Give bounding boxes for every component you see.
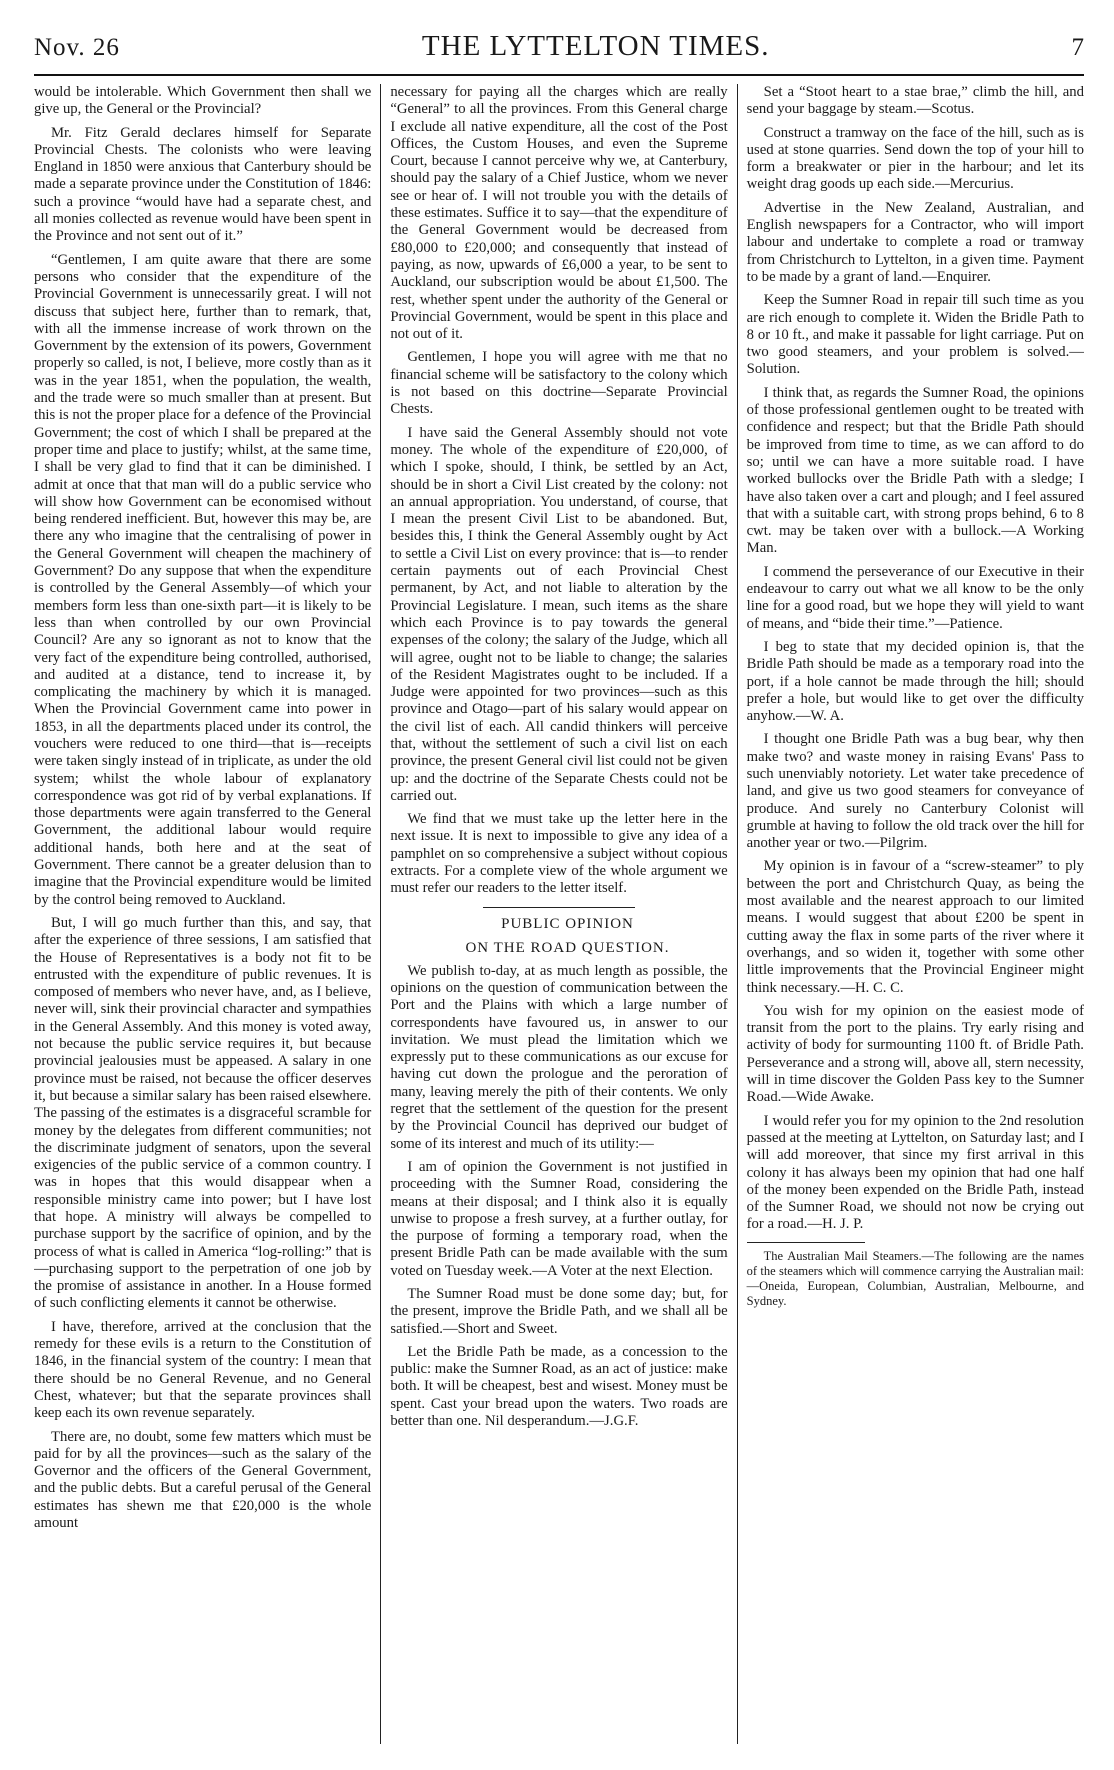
letter-paragraph: I am of opinion the Government is not justified in proceeding with the Sumner Road, considering the means at their disposal; and I think also it is equally unwise to propose a fresh survey, at a further outlay, for the purpose of forming a temporary road, when the present Bridle Path can be made available with the sum voted on Tuesday week.—A Voter at the next Election. xyxy=(390,1158,728,1279)
letter-paragraph: The Sumner Road must be done some day; but, for the present, improve the Bridle Path, and we shall all be satisfied.—Short and Sweet. xyxy=(390,1286,728,1337)
article-paragraph: “Gentlemen, I am quite aware that there are some persons who consider that the expenditure of the Provincial Government is unnecessarily great. I will not discuss that subject here, further than to remark, that, with all the immense increase of work thrown on the Government by the extension of its powers, Government properly so called, is not, I believe, more costly than as it was in the year 1851, when the population, the wealth, and the trade were so much smaller than at present. But this is not the proper place for a defence of the Provincial Government; the cost of which I shall be prepared at the proper time and place to justify; whilst, at the same time, I shall be very glad to find that it can be diminished. I admit at once that that man will do a public service who will show how Government can be economised without being rendered inefficient. But, however this may be, are there any who imagine that the centralising of power in the General Government will cheapen the machinery of Government? Do any suppose that when the expenditure is controlled by the General Assembly—of which your members form less than one-sixth part—it is likely to be less than when controlled by our own Provincial Council? Are any so ignorant as not to know that the very fact of the expenditure being controlled, authorised, and audited at a distance, tend to increase it, by complicating the machinery by which it is managed. When the Provincial Government came into power in 1853, in all the departments placed under its control, the vouchers were reduced to one third—that is—receipts were taken singly instead of in triplicate, as under the old system; whilst the whole labour of explanatory correspondence was got rid of by verbal explanations. If those departments were again transferred to the General Government, the additional labour would require additional hands, both here and at the seat of Government. There cannot be a greater delusion than to imagine that the Provincial expenditure would be limited by the control being removed to Auckland. xyxy=(34,251,372,908)
letter-paragraph: Keep the Sumner Road in repair till such time as you are rich enough to complete it. Widen the Bridle Path to 8 or 10 ft., and make it passable for light carriage. Put on two good steamers, and your problem is solved.—Solution. xyxy=(746,292,1084,378)
article-paragraph: Mr. Fitz Gerald declares himself for Separate Provincial Chests. The colonists who were leaving England in 1850 were anxious that Canterbury should be made a separate province under the Constitution of 1846: such a province “would have had a separate chest, and all monies collected as revenue would have been spent in the Province and not sent out of it.” xyxy=(34,124,372,245)
letter-paragraph: I think that, as regards the Sumner Road, the opinions of those professional gentlemen ought to be treated with confidence and respect; but that the Bridle Path should be improved from time to time, as we can afford to do so; until we can have a more suitable road. I have worked bullocks over the Bridle Path with a sledge; I have also taken over a cart and plough; and I feel assured that with a suitable cart, with strong props behind, 6 to 8 cwt. may be taken over with a bullock.—A Working Man. xyxy=(746,384,1084,557)
article-paragraph: would be intolerable. Which Government then shall we give up, the General or the Provincial? xyxy=(34,84,372,118)
page-number: 7 xyxy=(1071,34,1084,61)
letter-paragraph: I beg to state that my decided opinion is, that the Bridle Path should be made as a temporary road into the port, if a hole cannot be made through the hill; should prefer a hole, but would like to get over the difficulty anyhow.—W. A. xyxy=(746,638,1084,725)
section-intro: We publish to-day, at as much length as possible, the opinions on the question of communication between the Port and the Plains with which a large number of correspondents have favoured us, in answer to our invitation. We must plead the limitation which we expressly put to these communications as our excuse for having cut down the prologue and the peroration of many, leaving merely the pith of their contents. We only regret that the settlement of the question for the present by the Provincial Council has deprived our budget of some of its interest and much of its utility:— xyxy=(390,962,728,1152)
section-heading-line1: PUBLIC OPINION xyxy=(501,915,634,932)
letter-paragraph: Let the Bridle Path be made, as a concession to the public: make the Sumner Road, as an act of justice: make both. It will be cheapest, best and wisest. Money must be spent. Cast your bread upon the waters. Two roads are better than one. Nil desperandum.—J.G.F. xyxy=(390,1343,728,1430)
letter-paragraph: Set a “Stoot heart to a stae brae,” climb the hill, and send your baggage by steam.—Scotus. xyxy=(746,84,1084,118)
letter-paragraph: Advertise in the New Zealand, Australian, and English newspapers for a Contractor, who will import labour and undertake to complete a road or tramway from Christchurch to Lyttelton, in a given time. Payment to be made by a grant of land.—Enquirer. xyxy=(746,199,1084,285)
section-heading-line2: ON THE ROAD QUESTION. xyxy=(465,939,670,956)
letter-paragraph: Construct a tramway on the face of the hill, such as is used at stone quarries. Send down the top of your hill to form a breakwater or pier in the harbour; and let its weight drag goods up each side.—Mercurius. xyxy=(746,124,1084,193)
mail-steamers-notice xyxy=(747,1249,1084,1309)
column-middle xyxy=(381,84,737,1744)
article-paragraph: I have said the General Assembly should not vote money. The whole of the expenditure of £20,000, of which I spoke, should, I think, be settled by an Act, should be in short a Civil List created by the colony: not an annual appropriation. You understand, of course, that I mean the present Civil List to be abandoned. But, besides this, I think the General Assembly ought by Act to settle a Civil List on every province: that is—to render certain payments out of each Provincial Chest permanent, by Act, and not liable to alteration by the Provincial Legislature. I mean, such items as the share which each Province is to pay towards the general expenses of the colony; the salary of the Judge, which all will agree, ought not to be liable to change; the salaries of the Resident Magistrates ought to be included. If a Judge were appointed for two provinces—such as this province and Otago—part of his salary would appear on the civil list of each. All candid thinkers will perceive that, without the settlement of such a civil list on each province, the present General civil list could not be given up: and the doctrine of the Separate Chests could not be carried out. xyxy=(390,424,728,804)
letter-paragraph: You wish for my opinion on the easiest mode of transit from the port to the plains. Try early rising and activity of body for surmounting 1100 ft. of Bridle Path. Perseverance and a strong will, above all, stern necessity, will in time discover the Golden Pass key to the Sumner Road.—Wide Awake. xyxy=(746,1002,1084,1106)
section-divider xyxy=(483,907,635,908)
letter-paragraph: My opinion is in favour of a “screw-steamer” to ply between the port and Christchurch Quay, as being the most available and the nearest approach to our limited means. I would suggest that about £200 be spent in cutting away the flax in some parts of the river where it overhangs, and so widen it, together with some other little improvements that the Provincial Engineer might think necessary.—H. C. C. xyxy=(746,858,1084,996)
column-right xyxy=(738,84,1084,1744)
article-paragraph: Gentlemen, I hope you will agree with me that no financial scheme will be satisfactory to the colony which is not based on this doctrine—Separate Provincial Chests. xyxy=(390,349,728,418)
article-paragraph: We find that we must take up the letter here in the next issue. It is next to impossible to give any idea of a pamphlet on so comprehensive a subject without copious extracts. For a complete view of the whole argument we must refer our readers to the letter itself. xyxy=(390,811,728,897)
letter-paragraph: I commend the perseverance of our Executive in their endeavour to carry out what we all know to be the only line for a good road, but we hope they will yield to want of means, and “bide their time.”—Patience. xyxy=(746,563,1084,632)
article-paragraph: There are, no doubt, some few matters which must be paid for by all the provinces—such as the salary of the Governor and the officers of the General Government, and the public debts. But a careful perusal of the General estimates has shewn me that £20,000 is the whole amount xyxy=(34,1428,372,1532)
letter-paragraph: I would refer you for my opinion to the 2nd resolution passed at the meeting at Lyttelton, on Saturday last; and I will add moreover, that since my first arrival in this colony it has always been my opinion that had one half of the money been expended on the Bridle Path, instead of the Sumner Road, we should not now be crying out for a road.—H. J. P. xyxy=(746,1112,1084,1233)
issue-date: Nov. 26 xyxy=(34,34,120,61)
letter-paragraph: I thought one Bridle Path was a bug bear, why then make two? and waste money in raising Evans' Pass to such unenviably notoriety. Let water take precedence of land, and give us two good steamers for conveyance of produce. And surely no Canterbury Colonist will grumble at having to follow the old track over the hill for another year or two.—Pilgrim. xyxy=(746,731,1084,852)
article-paragraph: But, I will go much further than this, and say, that after the experience of three sessions, I am satisfied that the House of Representatives is a body not fit to be entrusted with the expenditure of public revenues. It is composed of members who never have, and, as I believe, never will, sink their provincial character and sympathies in the General Assembly. And this money is voted away, not because the public service requires it, but because provincial jealousies must be appeased. A salary in one province must be raised, not because the officer deserves it, but because a similar salary has been raised elsewhere. The passing of the estimates is a disgraceful scramble for money by the delegates from different communities; not the discriminate judgment of senators, upon the several exigencies of the public service of a common country. I was in hopes that this would disappear when a responsible ministry came into power; but I have lost that hope. A ministry will always be compelled to purchase support by the sacrifice of opinion, and by the process of what is called in America “log-rolling:” that is—purchasing support to the perpetration of one job by the promise of assistance in another. In a House formed of such conflicting elements it cannot be otherwise. xyxy=(34,914,372,1312)
notice-divider xyxy=(747,1242,865,1243)
newspaper-title: THE LYTTELTON TIMES. xyxy=(421,30,770,62)
column-left xyxy=(34,84,381,1744)
masthead xyxy=(34,30,1084,76)
article-paragraph: necessary for paying all the charges which are really “General” to all the provinces. From this General charge I exclude all native expenditure, all the cost of the Post Offices, the Custom Houses, and even the Supreme Court, because I cannot perceive why we, at Canterbury, should pay the salary of a Chief Justice, whom we never see or hear of. I will not trouble you with the details of these estimates. Suffice it to say—that the expenditure of the General Government would be decreased from £80,000 to £20,000; and consequently that instead of paying, as now, upwards of £6,000 a year, to be sent to Auckland, our subscription would be about £1,500. The rest, whether spent under the authority of the General or Provincial Government, would be spent in this place and not out of it. xyxy=(390,84,728,343)
article-paragraph: I have, therefore, arrived at the conclusion that the remedy for these evils is a return to the Constitution of 1846, in the financial system of the country: I mean that there should be no General Revenue, and no General Chest, whatever; but that the separate provinces shall keep each its own revenue separately. xyxy=(34,1318,372,1422)
notice-text: The Australian Mail Steamers.—The following are the names of the steamers which will commence carrying the Australian mail:—Oneida, European, Columbian, Australian, Melbourne, and Sydney. xyxy=(746,1248,1084,1308)
